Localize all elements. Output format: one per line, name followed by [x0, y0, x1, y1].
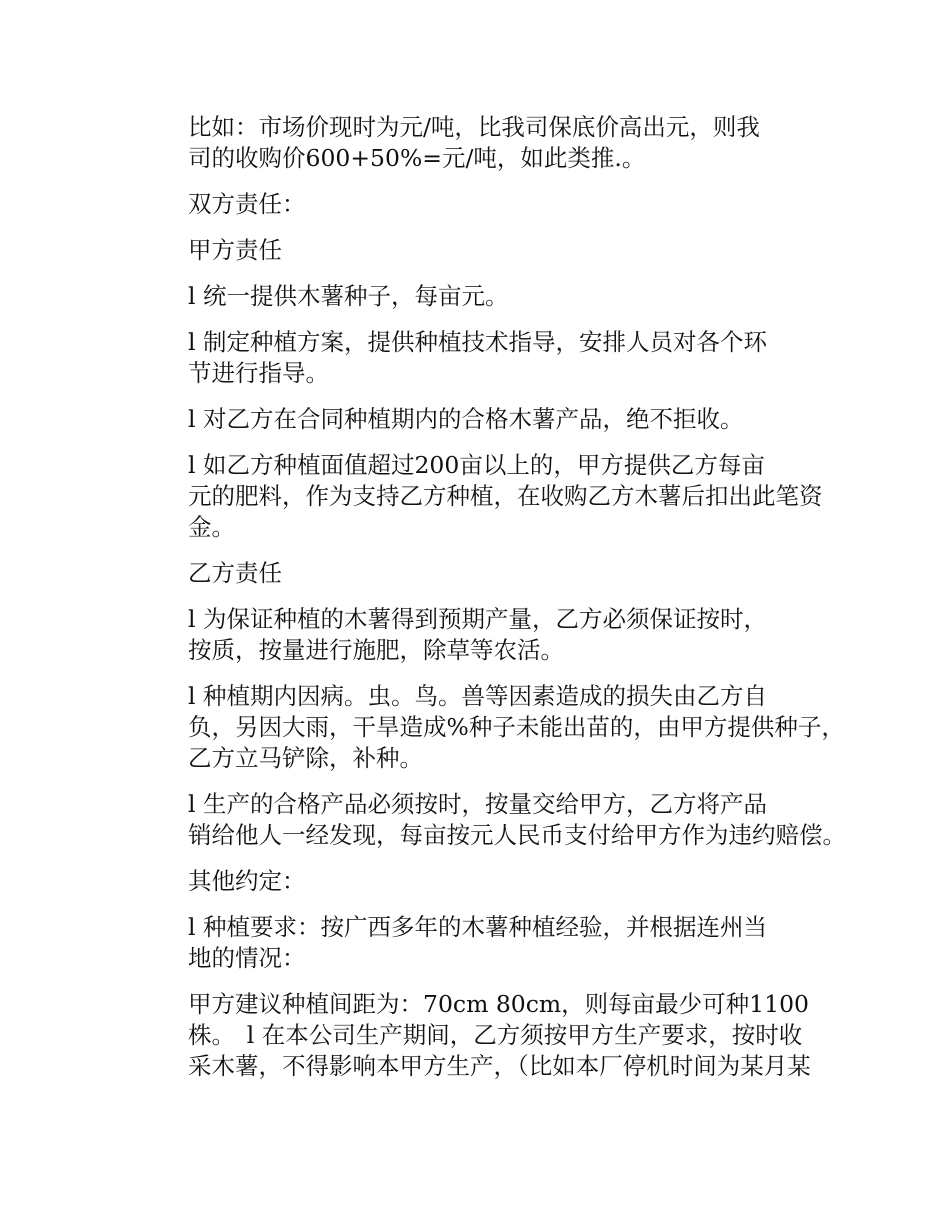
text-line: 甲方责任	[188, 236, 282, 264]
text-line: 地的情况：	[188, 944, 306, 972]
text-line: 乙方立马铲除，补种。	[188, 744, 423, 772]
heading-party-a-responsibility	[141, 235, 821, 266]
text-line: 采木薯，不得影响本甲方生产，（比如本厂停机时间为某月某	[188, 1052, 811, 1080]
text-line: 司的收购价600+50%=元/吨，如此类推.。	[188, 144, 646, 172]
list-item-party-a-1	[141, 281, 821, 312]
heading-other-agreements	[141, 866, 821, 897]
text-line: 负，另因大雨，干旱造成%种子未能出苗的，由甲方提供种子，	[188, 713, 845, 741]
text-line: 株。 l 在本公司生产期间，乙方须按甲方生产要求，按时收	[188, 1021, 803, 1049]
heading-party-b-responsibility	[141, 558, 821, 589]
paragraph-price-example	[141, 112, 821, 174]
text-line: l 种植期内因病。虫。鸟。兽等因素造成的损失由乙方自	[188, 682, 767, 710]
text-line: l 种植要求：按广西多年的木薯种植经验，并根据连州当	[188, 913, 767, 941]
text-line: 乙方责任	[188, 559, 282, 587]
text-line: l 制定种植方案，提供种植技术指导，安排人员对各个环	[188, 328, 767, 356]
text-line: 节进行指导。	[188, 359, 329, 387]
text-line: l 对乙方在合同种植期内的合格木薯产品，绝不拒收。	[188, 405, 744, 433]
text-line: 比如：市场价现时为元/吨，比我司保底价高出元，则我	[188, 113, 760, 141]
text-line: l 如乙方种植面值超过200亩以上的，甲方提供乙方每亩	[188, 451, 765, 479]
list-item-party-b-1	[141, 604, 821, 666]
text-line: 元的肥料，作为支持乙方种植，在收购乙方木薯后扣出此笔资	[188, 482, 823, 510]
text-line: l 统一提供木薯种子，每亩元。	[188, 282, 509, 310]
text-line: 按质，按量进行施肥，除草等农活。	[188, 636, 564, 664]
text-line: 其他约定：	[188, 867, 306, 895]
list-item-party-b-2	[141, 681, 845, 774]
text-line: 双方责任：	[188, 190, 306, 218]
list-item-party-a-3	[141, 404, 821, 435]
text-line: 金。	[188, 513, 235, 541]
list-item-planting-requirements	[141, 912, 821, 974]
text-line: 甲方建议种植间距为：70cm 80cm，则每亩最少可种1100	[188, 990, 809, 1018]
text-line: l 为保证种植的木薯得到预期产量，乙方必须保证按时，	[188, 605, 767, 633]
text-line: 销给他人一经发现，每亩按元人民币支付给甲方作为违约赔偿。	[188, 821, 846, 849]
document-page	[141, 112, 846, 1097]
text-line: l 生产的合格产品必须按时，按量交给甲方，乙方将产品	[188, 790, 767, 818]
list-item-party-b-3	[141, 789, 846, 851]
heading-both-parties-responsibility	[141, 189, 821, 220]
list-item-party-a-4	[141, 450, 821, 543]
list-item-party-a-2	[141, 327, 821, 389]
paragraph-planting-spacing	[141, 989, 821, 1082]
